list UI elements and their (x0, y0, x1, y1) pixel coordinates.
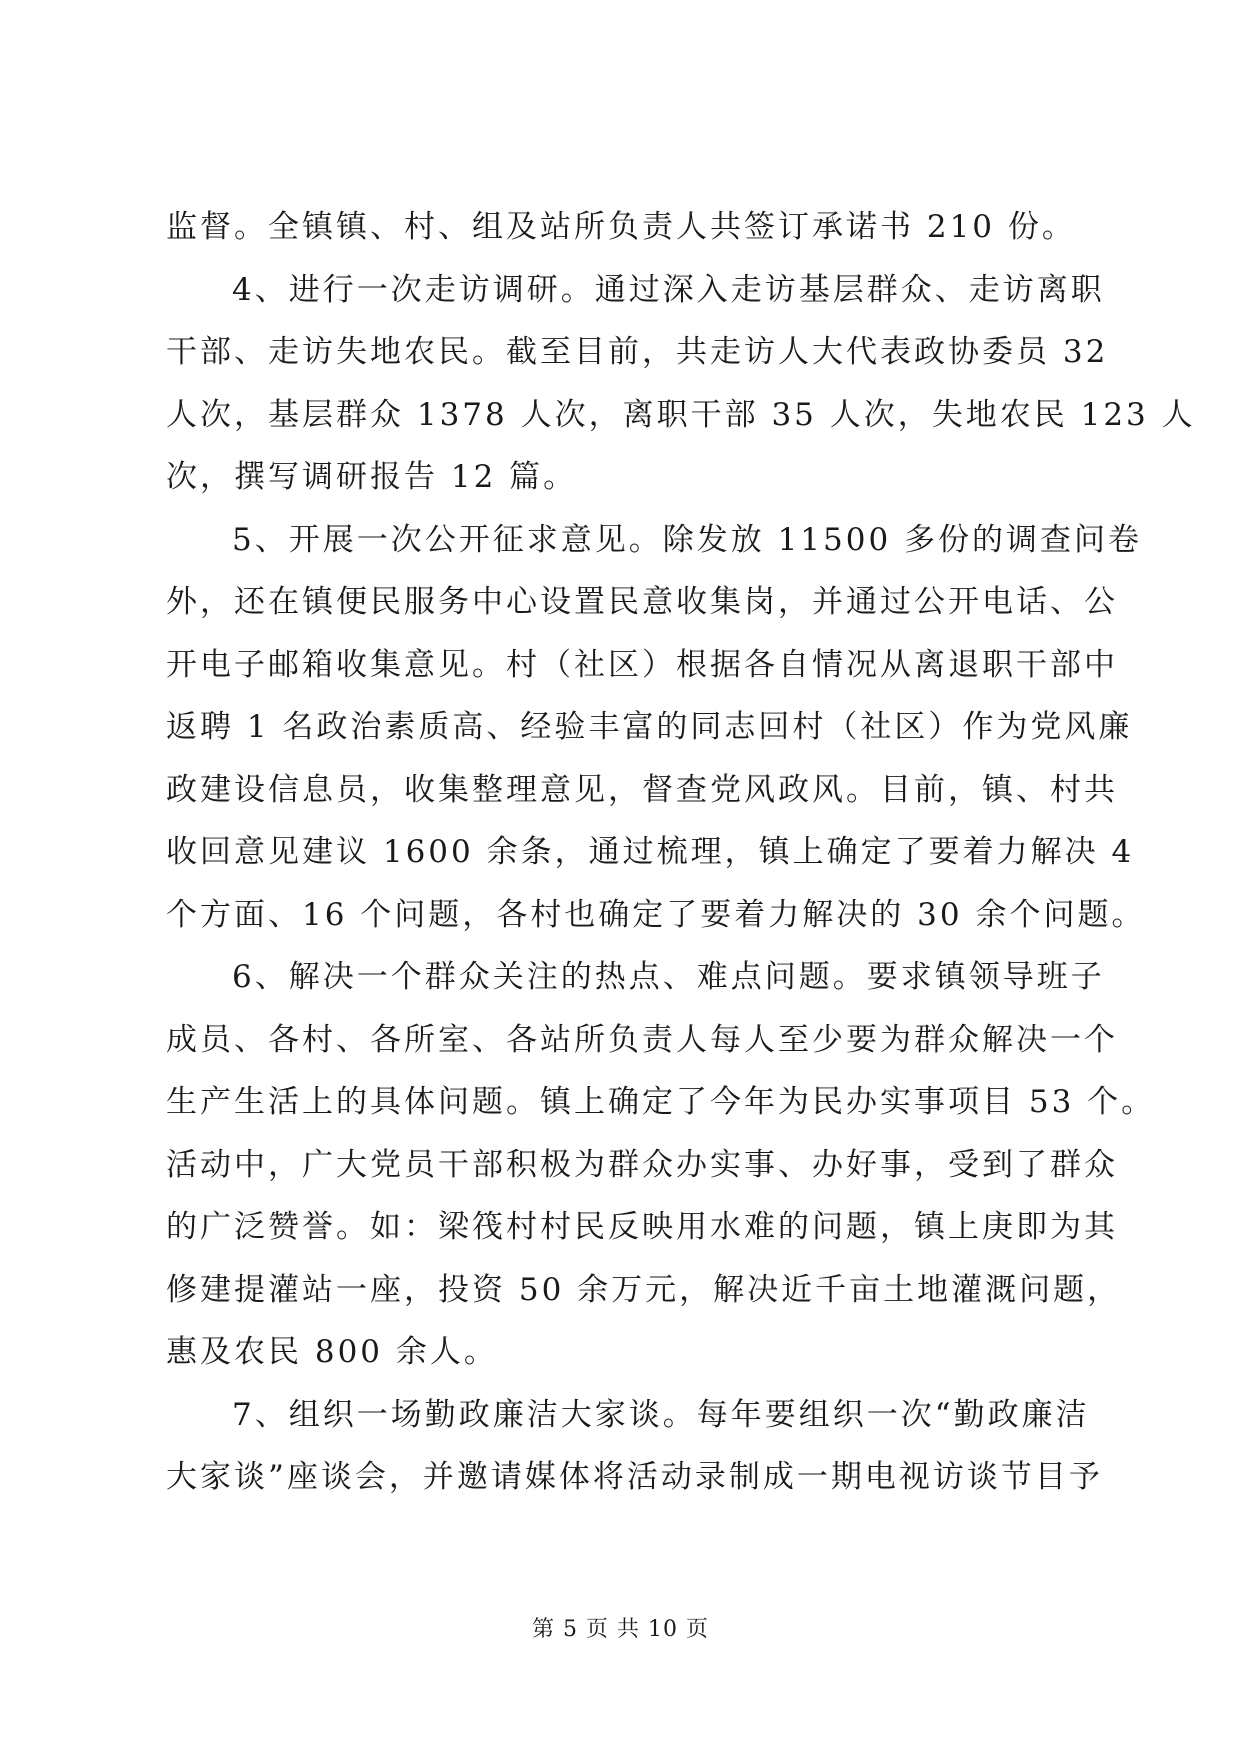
paragraph-4-heading-line: 4、进行一次走访调研。通过深入走访基层群众、走访离职 (232, 271, 1105, 308)
text-line: 活动中，广大党员干部积极为群众办实事、办好事，受到了群众 (166, 1146, 1118, 1183)
text-line: 人次，基层群众 1378 人次，离职干部 35 人次，失地农民 123 人 (166, 396, 1196, 433)
text-line: 大家谈”座谈会，并邀请媒体将活动录制成一期电视访谈节目予 (166, 1459, 1103, 1495)
text-line: 成员、各村、各所室、各站所负责人每人至少要为群众解决一个 (166, 1021, 1118, 1058)
text-line: 监督。全镇镇、村、组及站所负责人共签订承诺书 210 份。 (166, 209, 1076, 245)
text-line: 个方面、16 个问题，各村也确定了要着力解决的 30 余个问题。 (166, 896, 1146, 933)
text-line: 生产生活上的具体问题。镇上确定了今年为民办实事项目 53 个。 (166, 1084, 1156, 1120)
text-line: 外，还在镇便民服务中心设置民意收集岗，并通过公开电话、公 (166, 584, 1118, 620)
text-line: 惠及农民 800 余人。 (166, 1334, 498, 1370)
text-line: 干部、走访失地农民。截至目前，共走访人大代表政协委员 32 (166, 334, 1109, 370)
text-line: 开电子邮箱收集意见。村（社区）根据各自情况从离退职干部中 (166, 646, 1118, 683)
text-line: 次，撰写调研报告 12 篇。 (166, 459, 578, 495)
page-number-footer: 第 5 页 共 10 页 (532, 1617, 709, 1642)
text-line: 的广泛赞誉。如：梁筏村村民反映用水难的问题，镇上庚即为其 (166, 1209, 1118, 1245)
text-line: 收回意见建议 1600 余条，通过梳理，镇上确定了要着力解决 4 (166, 834, 1135, 870)
text-line: 修建提灌站一座，投资 50 余万元，解决近千亩土地灌溉问题， (166, 1271, 1122, 1308)
text-line: 政建设信息员，收集整理意见，督查党风政风。目前，镇、村共 (166, 771, 1118, 808)
paragraph-7-heading-line: 7、组织一场勤政廉洁大家谈。每年要组织一次“勤政廉洁 (232, 1396, 1090, 1433)
paragraph-5-heading-line: 5、开展一次公开征求意见。除发放 11500 多份的调查问卷 (232, 521, 1143, 558)
text-line: 返聘 1 名政治素质高、经验丰富的同志回村（社区）作为党风廉 (166, 709, 1133, 745)
document-body (166, 196, 1196, 1509)
paragraph-6-heading-line: 6、解决一个群众关注的热点、难点问题。要求镇领导班子 (232, 959, 1105, 995)
